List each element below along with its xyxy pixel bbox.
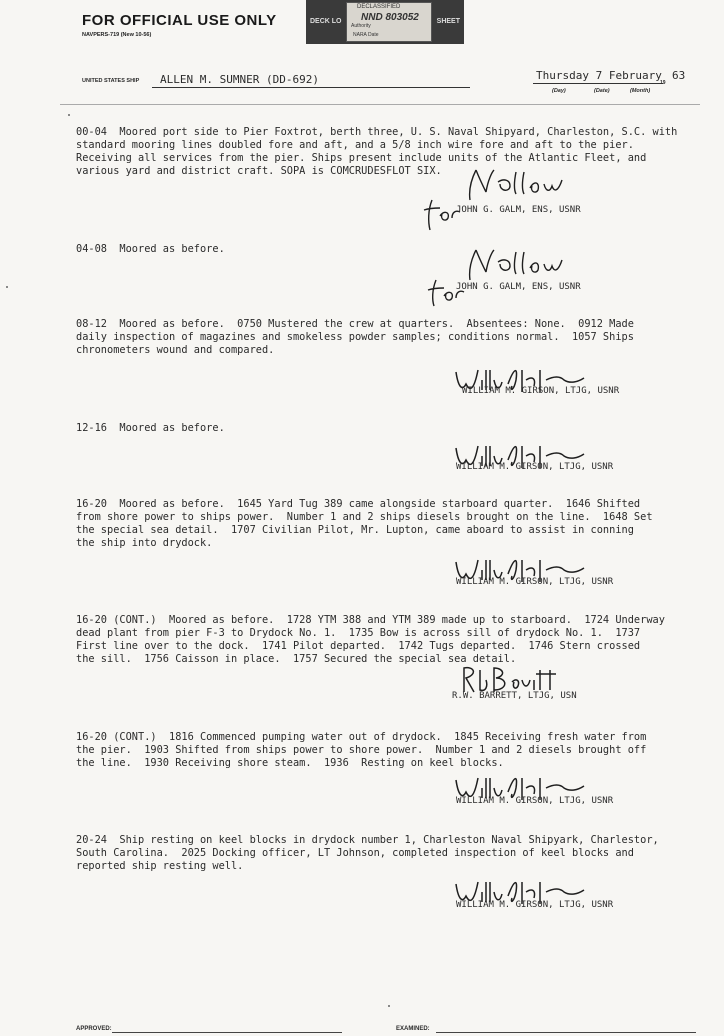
examined-line <box>436 1032 696 1033</box>
year-prefix: 19 <box>660 80 666 86</box>
signature-name-00-04: JOHN G. GALM, ENS, USNR <box>456 205 581 215</box>
signature-name-16-20-cont-2: WILLIAM M. GIRSON, LTJG, USNR <box>456 796 614 806</box>
handwritten-signature-girson-2 <box>452 438 592 478</box>
log-entry-16-20-cont-1: 16-20 (CONT.) Moored as before. 1728 YTM 388 and YTM 389 made up to starboard. 1724 Underway dead plant from pier F-3 to Drydock No. 1. 1735 Bow is across sill of drydock No. 1. 1737 First line over to the dock. 1741 Pilot departed. 1742 Tugs departed. 1746 Stern crossed the sill. 1756 Caisson in place. 1757 Secured the special sea detail. <box>76 614 665 665</box>
handwritten-signature-girson-1 <box>452 362 592 402</box>
header-divider <box>60 104 700 105</box>
log-date: Thursday 7 February <box>536 69 662 82</box>
log-entry-00-04: 00-04 Moored port side to Pier Foxtrot, berth three, U. S. Naval Shipyard, Charleston, S.C. with standard mooring lines doubled fore and aft, and a 5/8 inch wire fore and aft to the pier. Receiving all services from the pier. Ships present include units of the Atlantic Fleet, and various yard and district craft. SOPA is COMCRUDESFLOT SIX. <box>76 126 678 177</box>
speck <box>68 114 70 116</box>
stamp-left-text: DECK LO <box>310 18 342 25</box>
declassification-stamp <box>306 0 464 44</box>
signature-name-08-12: WILLIAM M. GIRSON, LTJG, USNR <box>462 386 620 396</box>
ship-label: UNITED STATES SHIP <box>82 78 140 84</box>
signature-name-12-16: WILLIAM M. GIRSON, LTJG, USNR <box>456 462 614 472</box>
approved-label: APPROVED: <box>76 1026 112 1032</box>
stamp-number: NND 803052 <box>361 12 419 23</box>
form-number: NAVPERS-719 (New 10-56) <box>82 32 152 38</box>
day-label: (Day) <box>552 88 566 94</box>
stamp-box <box>346 2 432 42</box>
log-entry-20-24: 20-24 Ship resting on keel blocks in drydock number 1, Charleston Naval Shipyark, Charlestor, South Carolina. 2025 Docking officer, LT Johnson, completed inspection of keel blocks and reported ship resting well. <box>76 834 659 872</box>
approved-line <box>112 1032 342 1033</box>
year-value: 63 <box>672 69 686 82</box>
month-label: (Month) <box>630 88 651 94</box>
ship-underline <box>152 87 470 88</box>
log-entry-16-20: 16-20 Moored as before. 1645 Yard Tug 389 came alongside starboard quarter. 1646 Shifted from shore power to ships power. Number 1 and 2 ships diesels brought on the line. 1648 Set the special sea detail. 1707 Civilian Pilot, Mr. Lupton, came aboard to assist in conning the ship into drydock. <box>76 498 653 549</box>
examined-label: EXAMINED: <box>396 1026 430 1032</box>
signature-name-16-20: WILLIAM M. GIRSON, LTJG, USNR <box>456 577 614 587</box>
log-entry-12-16: 12-16 Moored as before. <box>76 422 225 434</box>
stamp-bottom-text: NARA Date <box>353 32 379 38</box>
classification-header: FOR OFFICIAL USE ONLY <box>82 12 277 29</box>
handwritten-for-1 <box>420 196 460 232</box>
date-label: (Date) <box>594 88 610 94</box>
stamp-top-text: DECLASSIFIED <box>357 4 401 10</box>
log-entry-04-08: 04-08 Moored as before. <box>76 243 225 255</box>
log-entry-16-20-cont-2: 16-20 (CONT.) 1816 Commenced pumping water out of drydock. 1845 Receiving fresh water from the pier. 1903 Shifted from ships power to shore power. Number 1 and 2 diesels brought off the line. 1930 Receiving shore steam. 1936 Resting on keel blocks. <box>76 731 647 769</box>
signature-name-20-24: WILLIAM M. GIRSON, LTJG, USNR <box>456 900 614 910</box>
signature-name-16-20-cont-1: R.W. BARRETT, LTJG, USN <box>452 691 577 701</box>
handwritten-for-2 <box>424 276 464 308</box>
speck <box>6 286 8 288</box>
speck <box>388 1005 390 1007</box>
log-entry-08-12: 08-12 Moored as before. 0750 Mustered the crew at quarters. Absentees: None. 0912 Made daily inspection of magazines and smokeless powder samples; conditions normal. 1057 Ships chronometers wound and compared. <box>76 318 634 356</box>
signature-name-04-08: JOHN G. GALM, ENS, USNR <box>456 282 581 292</box>
stamp-authority: Authority <box>351 23 371 29</box>
stamp-right-text: SHEET <box>436 18 460 25</box>
ship-name: ALLEN M. SUMNER (DD-692) <box>160 73 319 86</box>
date-underline <box>533 83 663 84</box>
